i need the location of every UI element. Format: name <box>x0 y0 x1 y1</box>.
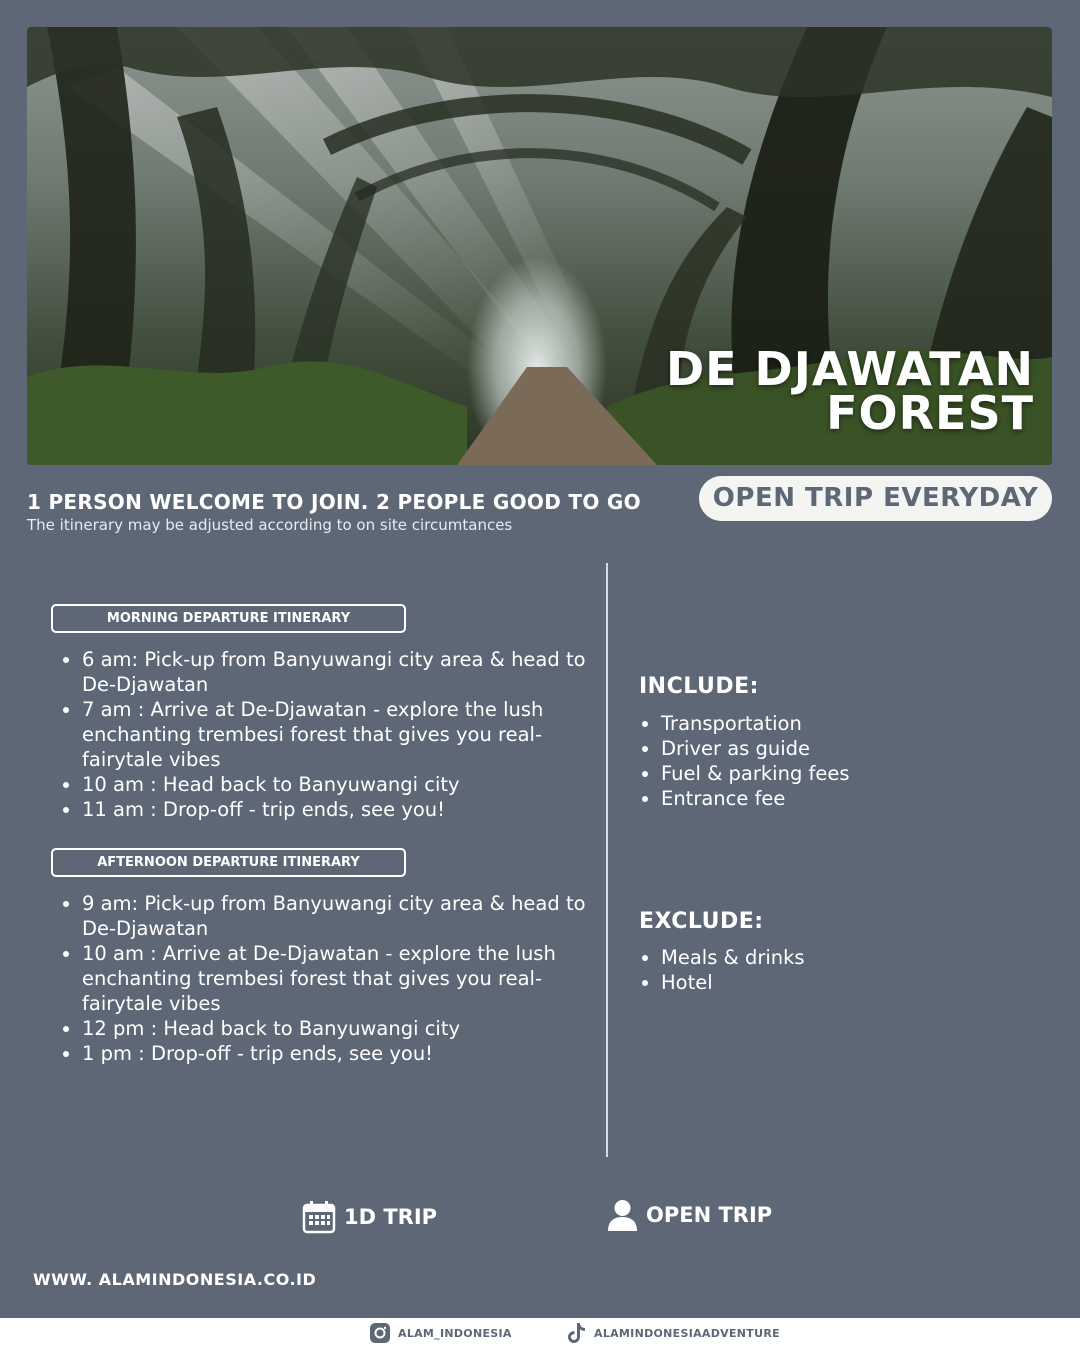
calendar-icon <box>302 1200 336 1234</box>
trip-type-label: OPEN TRIP <box>646 1203 773 1227</box>
tiktok-handle[interactable] <box>568 1323 780 1343</box>
list-item: • 11 am : Drop-off - trip ends, see you! <box>82 797 612 822</box>
tiktok-icon <box>568 1323 586 1343</box>
morning-itinerary-label: MORNING DEPARTURE ITINERARY <box>51 604 406 633</box>
join-info: 1 PERSON WELCOME TO JOIN. 2 PEOPLE GOOD TO GO <box>27 490 641 514</box>
afternoon-itinerary-label: AFTERNOON DEPARTURE ITINERARY <box>51 848 406 877</box>
include-heading: INCLUDE: <box>639 674 759 699</box>
list-item: • Hotel <box>661 970 1061 995</box>
list-item: • 10 am : Head back to Banyuwangi city <box>82 772 612 797</box>
list-item: • 7 am : Arrive at De-Djawatan - explore the lush enchanting trembesi forest that gives you real-fairytale vibes <box>82 697 612 772</box>
morning-itinerary-list <box>52 647 612 822</box>
list-item: • Entrance fee <box>661 786 1061 811</box>
hero-title <box>665 342 1034 440</box>
footer-bar <box>0 1318 1080 1350</box>
tiktok-handle-label: ALAMINDONESIAADVENTURE <box>594 1326 780 1340</box>
hero-image <box>27 27 1052 465</box>
list-item: • Meals & drinks <box>661 945 1061 970</box>
trip-duration <box>302 1200 437 1234</box>
list-item: • 9 am: Pick-up from Banyuwangi city area & head to De-Djawatan <box>82 891 612 941</box>
include-list <box>631 711 1061 811</box>
instagram-handle-label: ALAM_INDONESIA <box>398 1326 512 1340</box>
website-link[interactable]: WWW. ALAMINDONESIA.CO.ID <box>33 1270 317 1289</box>
list-item: • 10 am : Arrive at De-Djawatan - explore the lush enchanting trembesi forest that gives you real-fairytale vibes <box>82 941 612 1016</box>
trip-type <box>607 1199 772 1231</box>
list-item: • Transportation <box>661 711 1061 736</box>
instagram-icon <box>370 1323 390 1343</box>
exclude-list <box>631 945 1061 995</box>
itinerary-note: The itinerary may be adjusted according to on site circumtances <box>27 516 513 534</box>
trip-duration-label: 1D TRIP <box>344 1205 438 1229</box>
hero-title-line2: FOREST <box>826 386 1034 440</box>
list-item: • Fuel & parking fees <box>661 761 1061 786</box>
afternoon-itinerary-list <box>52 891 612 1066</box>
exclude-heading: EXCLUDE: <box>639 909 764 934</box>
instagram-handle[interactable] <box>370 1323 512 1343</box>
list-item: • Driver as guide <box>661 736 1061 761</box>
hero-title-line1: DE DJAWATAN <box>665 342 1034 396</box>
list-item: • 6 am: Pick-up from Banyuwangi city area & head to De-Djawatan <box>82 647 612 697</box>
person-icon <box>607 1199 638 1231</box>
list-item: • 1 pm : Drop-off - trip ends, see you! <box>82 1041 612 1066</box>
open-trip-badge: OPEN TRIP EVERYDAY <box>699 476 1052 521</box>
list-item: • 12 pm : Head back to Banyuwangi city <box>82 1016 612 1041</box>
